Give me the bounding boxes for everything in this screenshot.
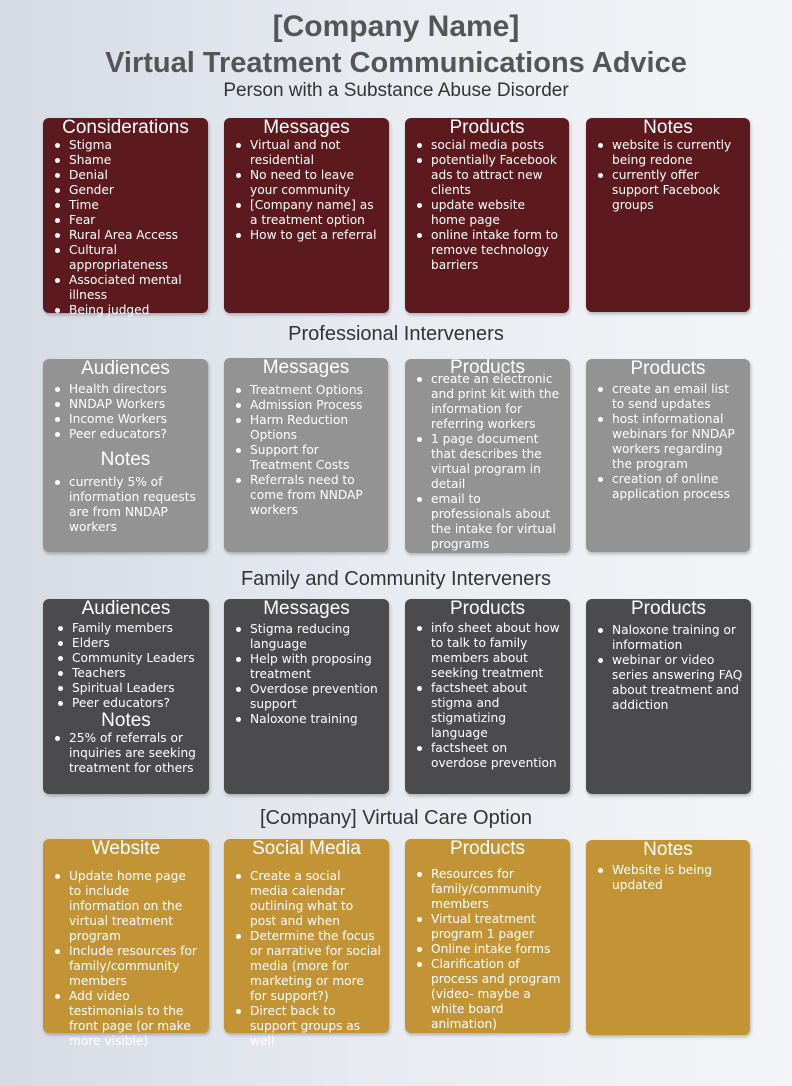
list-item: website is currently being redone <box>594 138 742 168</box>
messages-card <box>224 118 389 313</box>
card-list <box>413 372 562 552</box>
list-item: Stigma <box>51 138 200 153</box>
notes-list <box>51 731 201 776</box>
list-item: Income Workers <box>51 412 200 427</box>
list-item: Include resources for family/community members <box>51 944 201 989</box>
list-item: Peer educators? <box>51 427 200 442</box>
list-item: social media posts <box>413 138 561 153</box>
company-name: [Company Name] <box>272 10 520 43</box>
card-title: Products <box>631 598 706 619</box>
list-item: Fear <box>51 213 200 228</box>
list-item: Direct back to support groups as well <box>232 1004 381 1049</box>
card-list <box>413 621 562 771</box>
section-heading-family: Family and Community Interveners <box>240 568 552 590</box>
list-item: Gender <box>51 183 200 198</box>
list-item: Treatment Options <box>232 383 380 398</box>
list-item: 25% of referrals or inquiries are seeking treatment for others <box>51 731 201 776</box>
card-title: Products <box>450 598 525 619</box>
list-item: Community Leaders <box>54 651 201 666</box>
list-item: Shame <box>51 153 200 168</box>
card-list <box>413 138 561 273</box>
list-item: [Company name] as a treatment option <box>232 198 381 228</box>
list-item: Virtual treatment program 1 pager <box>413 912 562 942</box>
card-list <box>594 382 742 502</box>
social-media-card <box>224 838 389 1048</box>
card-title: Audiences <box>81 598 171 619</box>
list-item: Support for Treatment Costs <box>232 443 380 473</box>
list-item: Associated mental illness <box>51 273 200 303</box>
list-item: Clarification of process and program (video- maybe a white board animation) <box>413 957 562 1032</box>
card-list <box>232 622 381 727</box>
list-item: Online intake forms <box>413 942 562 957</box>
list-item: Create a social media calendar outlining what to post and when <box>232 869 381 929</box>
considerations-card <box>43 117 208 317</box>
list-item: Update home page to include information on the virtual treatment program <box>51 869 201 944</box>
card-title: Notes <box>643 839 693 860</box>
list-item: potentially Facebook ads to attract new clients <box>413 153 561 198</box>
products-card <box>405 839 570 1033</box>
list-item: 1 page document that describes the virtual program in detail <box>413 432 562 492</box>
list-item: Website is being updated <box>594 863 742 893</box>
list-item: Naloxone training <box>232 712 381 727</box>
website-card <box>43 838 209 1048</box>
card-list <box>594 138 742 213</box>
list-item: How to get a referral <box>232 228 381 243</box>
list-item: Spiritual Leaders <box>54 681 201 696</box>
list-item: Elders <box>54 636 201 651</box>
products-card <box>405 118 569 313</box>
list-item: Referrals need to come from NNDAP workers <box>232 473 380 518</box>
list-item: Help with proposing treatment <box>232 652 381 682</box>
list-item: Family members <box>54 621 201 636</box>
list-item: Denial <box>51 168 200 183</box>
section-heading-virtual-care: [Company] Virtual Care Option <box>260 807 532 829</box>
notes-list <box>51 475 200 535</box>
page-title: Virtual Treatment Communications Advice <box>105 47 687 79</box>
card-title: Website <box>91 838 161 859</box>
list-item: update website home page <box>413 198 561 228</box>
card-title: Audiences <box>81 358 170 379</box>
card-list <box>232 138 381 243</box>
list-item: Cultural appropriateness <box>51 243 200 273</box>
list-item: Peer educators? <box>54 696 201 711</box>
card-title: Products <box>449 117 525 138</box>
list-item: email to professionals about the intake for virtual programs <box>413 492 562 552</box>
list-item: Overdose prevention support <box>232 682 381 712</box>
list-item: Determine the focus or narrative for social media (more for marketing or more for support?) <box>232 929 381 1004</box>
card-list <box>413 867 562 1032</box>
list-item: create an email list to send updates <box>594 382 742 412</box>
notes-card <box>586 118 750 312</box>
list-item: info sheet about how to talk to family members about seeking treatment <box>413 621 562 681</box>
notes-card <box>586 840 750 1035</box>
notes-heading: Notes <box>100 449 151 470</box>
card-title: Messages <box>263 117 350 138</box>
messages-card <box>224 599 389 794</box>
list-item: Virtual and not residential <box>232 138 381 168</box>
audiences-card <box>43 599 209 794</box>
products-card <box>586 599 751 794</box>
list-item: Time <box>51 198 200 213</box>
card-list <box>51 382 200 442</box>
list-item: Add video testimonials to the front page (or make more visible) <box>51 989 201 1049</box>
list-item: Resources for family/community members <box>413 867 562 912</box>
card-title: Products <box>450 838 525 859</box>
list-item: Admission Process <box>232 398 380 413</box>
card-title: Messages <box>263 598 350 619</box>
card-list <box>51 869 201 1049</box>
products-card <box>405 599 570 794</box>
list-item: create an electronic and print kit with the information for referring workers <box>413 372 562 432</box>
list-item: online intake form to remove technology barriers <box>413 228 561 273</box>
list-item: webinar or video series answering FAQ about treatment and addiction <box>594 653 743 713</box>
card-title: Social Media <box>252 838 361 859</box>
card-list <box>594 863 742 893</box>
list-item: creation of online application process <box>594 472 742 502</box>
list-item: Health directors <box>51 382 200 397</box>
products-card <box>586 359 750 552</box>
card-list <box>232 869 381 1049</box>
page-subtitle: Person with a Substance Abuse Disorder <box>223 80 569 101</box>
card-title: Notes <box>643 117 693 138</box>
list-item: factsheet on overdose prevention <box>413 741 562 771</box>
audiences-card <box>43 359 208 552</box>
list-item: Naloxone training or information <box>594 623 743 653</box>
messages-card <box>224 358 388 552</box>
products-card <box>405 359 570 553</box>
card-list <box>51 138 200 318</box>
list-item: currently 5% of information requests are from NNDAP workers <box>51 475 200 535</box>
list-item: Rural Area Access <box>51 228 200 243</box>
list-item: currently offer support Facebook groups <box>594 168 742 213</box>
card-list <box>232 383 380 518</box>
list-item: host informational webinars for NNDAP workers regarding the program <box>594 412 742 472</box>
notes-heading: Notes <box>101 710 151 731</box>
list-item: Harm Reduction Options <box>232 413 380 443</box>
card-list <box>51 621 201 711</box>
list-item: Stigma reducing language <box>232 622 381 652</box>
card-title: Considerations <box>62 117 189 138</box>
card-title: Messages <box>262 357 350 378</box>
list-item: factsheet about stigma and stigmatizing language <box>413 681 562 741</box>
card-title: Products <box>450 359 525 378</box>
section-heading-professional: Professional Interveners <box>288 323 504 345</box>
list-item: NNDAP Workers <box>51 397 200 412</box>
card-title: Products <box>630 358 706 379</box>
list-item: Teachers <box>54 666 201 681</box>
card-list <box>594 623 743 713</box>
list-item: Being judged <box>51 303 200 318</box>
list-item: No need to leave your community <box>232 168 381 198</box>
